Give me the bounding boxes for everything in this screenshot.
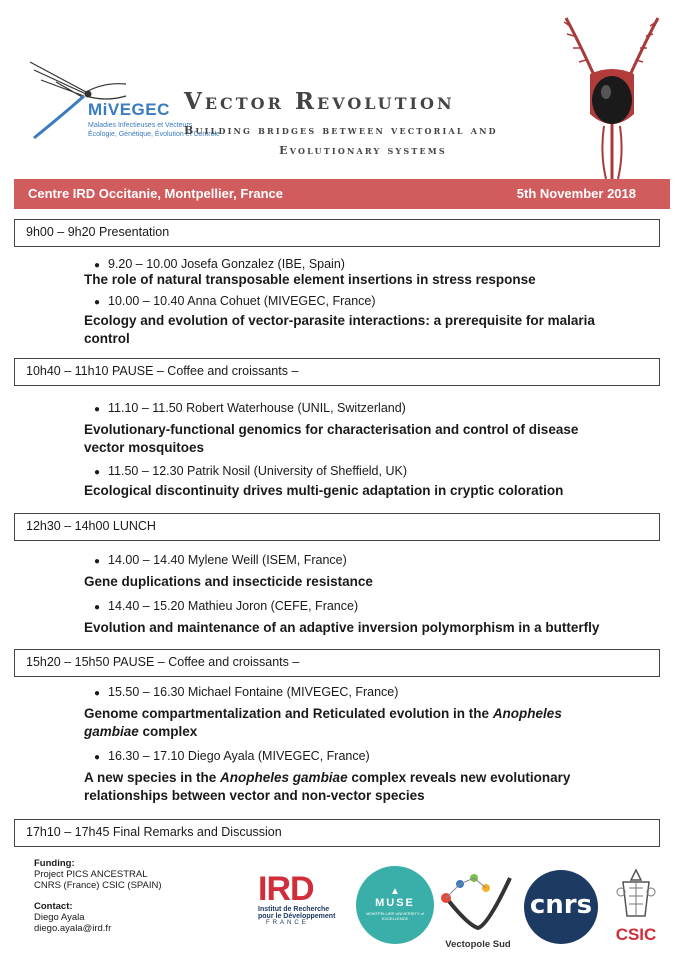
talk-5-title: Gene duplications and insecticide resistance [84,574,373,589]
schedule-slot-final-remarks: 17h10 – 17h45 Final Remarks and Discussion [14,819,660,847]
csic-emblem-icon [611,868,661,920]
funding-line-2: CNRS (France) CSIC (SPAIN) [34,880,162,891]
event-venue: Centre IRD Occitanie, Montpellier, France [28,186,284,201]
event-date: 5th November 2018 [516,186,636,201]
vectopole-sud-logo: Vectopole Sud [438,870,518,950]
contact-name: Diego Ayala [34,912,85,923]
funding-label: Funding: [34,858,75,869]
talk-5-speaker: 14.00 – 14.40 Mylene Weill (ISEM, France) [108,553,347,567]
csic-logo: CSIC [606,868,666,948]
contact-label: Contact: [34,901,73,912]
sponsor-logos [258,866,670,952]
talk-4-title: Ecological discontinuity drives multi-genic adaptation in cryptic coloration [84,483,564,498]
mosquito-head-illustration [560,14,664,184]
bullet-icon: ● [94,602,101,613]
funding-line-1: Project PICS ANCESTRAL [34,869,148,880]
bullet-icon: ● [94,260,101,271]
talk-1-title: The role of natural transposable element insertions in stress response [84,272,536,287]
contact-email[interactable]: diego.ayala@ird.fr [34,923,112,934]
logo-subtitle-2: Écologie, Génétique, Évolution et Contrôle [88,131,220,138]
schedule-slot-pause-2: 15h20 – 15h50 PAUSE – Coffee and croissants – [14,649,660,677]
schedule-slot-presentation: 9h00 – 9h20 Presentation [14,219,660,247]
muse-logo: ▲ MUSE MONTPELLIER UNIVERSITY of EXCELLENCE [356,866,434,944]
bullet-icon: ● [94,556,101,567]
talk-8-title: A new species in the Anopheles gambiae complex reveals new evolutionary relationships between vector and non-vector species [84,770,571,803]
funding-contact-block [34,858,162,934]
talk-2-title: Ecology and evolution of vector-parasite interactions: a prerequisite for malaria control [84,313,595,346]
bullet-icon: ● [94,467,101,478]
talk-3-title: Evolutionary-functional genomics for characterisation and control of disease vector mosquitoes [84,422,579,455]
talk-6-title: Evolution and maintenance of an adaptive inversion polymorphism in a butterfly [84,620,600,635]
talk-4-speaker: 11.50 – 12.30 Patrik Nosil (University of Sheffield, UK) [108,464,407,478]
page-title: Vector Revolution [184,88,455,115]
talk-3-speaker: 11.10 – 11.50 Robert Waterhouse (UNIL, Switzerland) [108,401,406,415]
cnrs-logo: cnrs [524,870,598,944]
talk-8-speaker: 16.30 – 17.10 Diego Ayala (MIVEGEC, France) [108,749,370,763]
bullet-icon: ● [94,752,101,763]
subtitle-line-1: Building bridges between vectorial and [184,124,498,137]
bullet-icon: ● [94,297,101,308]
schedule-slot-pause-1: 10h40 – 11h10 PAUSE – Coffee and croissants – [14,358,660,386]
logo-name: MiVEGEC [88,100,170,119]
logo-subtitle-1: Maladies Infectieuses et Vecteurs [88,122,193,129]
talk-6-speaker: 14.40 – 15.20 Mathieu Joron (CEFE, France) [108,599,359,613]
talk-1-speaker: 9.20 – 10.00 Josefa Gonzalez (IBE, Spain) [108,257,345,271]
talk-7-speaker: 15.50 – 16.30 Michael Fontaine (MIVEGEC, France) [108,685,399,699]
ird-logo: IRD Institut de Recherche pour le Développement FRANCE [258,870,336,926]
schedule-slot-lunch: 12h30 – 14h00 LUNCH [14,513,660,541]
subtitle-line-2: Evolutionary systems [279,144,447,157]
bullet-icon: ● [94,688,101,699]
talk-2-speaker: 10.00 – 10.40 Anna Cohuet (MIVEGEC, France) [108,294,376,308]
bullet-icon: ● [94,404,101,415]
talk-7-title: Genome compartmentalization and Reticulated evolution in the Anopheles gambiae complex [84,706,562,739]
